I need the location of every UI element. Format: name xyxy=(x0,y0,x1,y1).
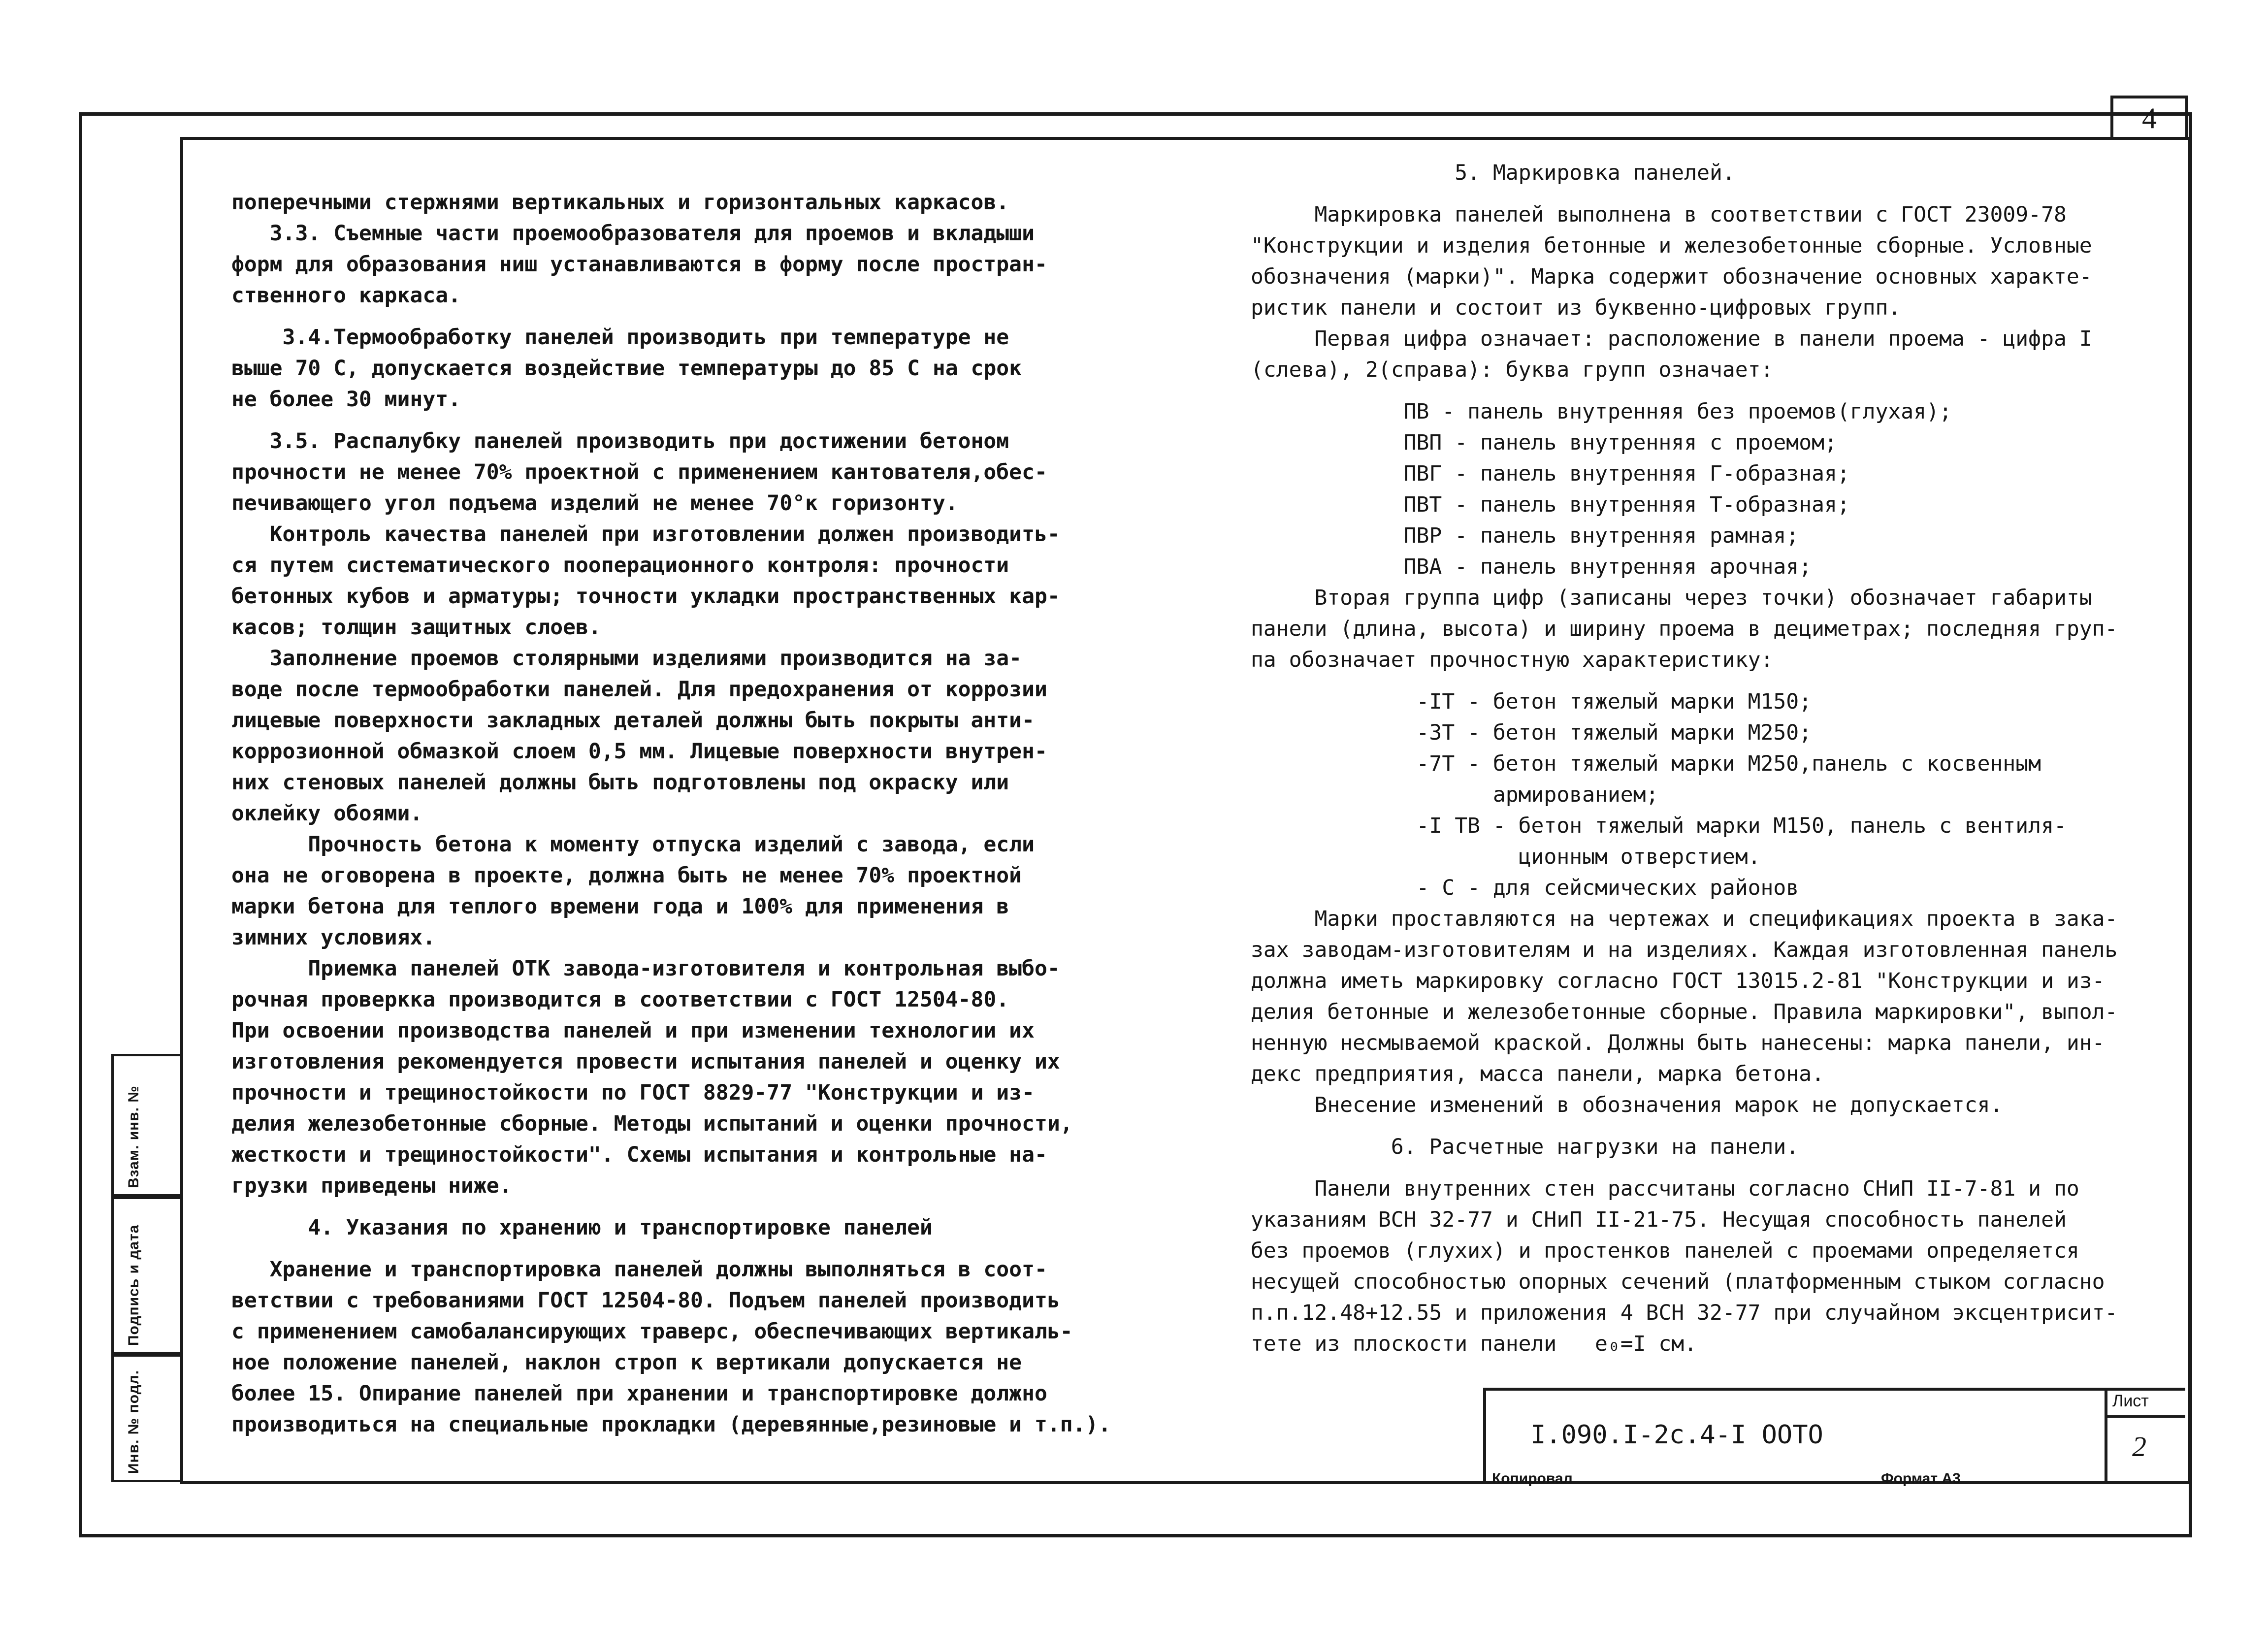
left-column-line: делия железобетонные сборные. Методы испытаний и оценки прочности, xyxy=(231,1111,1073,1136)
left-column-line: Приемка панелей ОТК завода-изготовителя и контрольная выбо- xyxy=(231,956,1060,981)
right-column-line: ПВР - панель внутренняя рамная; xyxy=(1251,523,1799,548)
left-text-column xyxy=(231,187,1111,1440)
left-column-line: 3.5. Распалубку панелей производить при достижении бетоном xyxy=(231,429,1009,454)
right-column-line: 6. Расчетные нагрузки на панели. xyxy=(1251,1135,1799,1159)
replaces-cell xyxy=(111,1054,180,1197)
left-column-line: прочности не менее 70% проектной с применением кантователя,обес- xyxy=(231,460,1047,485)
title-block xyxy=(1483,1388,2185,1482)
right-column-line: ПВ - панель внутренняя без проемов(глухая); xyxy=(1251,399,1952,424)
left-column-line: производиться на специальные прокладки (деревянные,резиновые и т.п.). xyxy=(231,1412,1111,1437)
right-column-line: ПВТ - панель внутренняя Т-образная; xyxy=(1251,492,1850,517)
left-column-line: ственного каркаса. xyxy=(231,283,461,308)
right-column-line: указаниям ВСН 32-77 и СНиП II-21-75. Несущая способность панелей xyxy=(1251,1207,2067,1232)
document-code: I.090.I-2с.4-I ООТО xyxy=(1530,1420,1823,1450)
right-column-spacer xyxy=(1251,386,2117,396)
right-column-line: 5. Маркировка панелей. xyxy=(1251,161,1735,185)
left-column-line: рочная проверкка производится в соответствии с ГОСТ 12504-80. xyxy=(231,987,1009,1012)
right-column-line: п.п.12.48+12.55 и приложения 4 ВСН 32-77 при случайном эксцентрисит- xyxy=(1251,1301,2118,1325)
right-column-line: (слева), 2(справа): буква групп означает: xyxy=(1251,358,1774,382)
left-column-line: 3.4.Термообработку панелей производить при температуре не xyxy=(231,325,1009,350)
copied-by-label: Копировал xyxy=(1492,1470,1573,1487)
left-column-line: ветствии с требованиями ГОСТ 12504-80. Подъем панелей производить xyxy=(231,1288,1060,1313)
left-column-line: Заполнение проемов столярными изделиями производится на за- xyxy=(231,646,1022,671)
signature-date-label: Подпись и дата xyxy=(126,1224,142,1346)
left-column-line: ное положение панелей, наклон строп к вертикали допускается не xyxy=(231,1350,1022,1375)
left-column-line: она не оговорена в проекте, должна быть не менее 70% проектной xyxy=(231,863,1022,888)
right-column-line: Панели внутренних стен рассчитаны согласно СНиП II-7-81 и по xyxy=(1251,1176,2079,1201)
right-column-line: Маркировка панелей выполнена в соответствии с ГОСТ 23009-78 xyxy=(1251,202,2067,227)
left-column-line: них стеновых панелей должны быть подготовлены под окраску или xyxy=(231,770,1009,795)
right-column-line: Марки проставляются на чертежах и спецификациях проекта в зака- xyxy=(1251,907,2118,931)
left-column-spacer xyxy=(231,415,1111,426)
right-column-line: па обозначает прочностную характеристику: xyxy=(1251,648,1774,672)
right-column-line: зах заводам-изготовителям и на изделиях. Каждая изготовленная панель xyxy=(1251,938,2118,962)
right-column-line: обозначения (марки)". Марка содержит обозначение основных характе- xyxy=(1251,264,2092,289)
sheet-divider xyxy=(2107,1415,2185,1418)
replaces-label: Взам. инв. № xyxy=(126,1085,142,1188)
right-column-line: ристик панели и состоит из буквенно-цифровых групп. xyxy=(1251,295,1901,320)
left-column-line: выше 70 С, допускается воздействие температуры до 85 С на срок xyxy=(231,356,1022,381)
left-column-line: печивающего угол подъема изделий не менее 70°к горизонту. xyxy=(231,491,958,516)
left-column-line: 3.3. Съемные части проемообразователя для проемов и вкладыши xyxy=(231,221,1035,246)
sheet-page-number: 2 xyxy=(2132,1431,2146,1463)
left-column-spacer xyxy=(231,311,1111,322)
right-column-line: армированием; xyxy=(1251,782,1659,807)
left-column-line: оклейку обоями. xyxy=(231,801,423,826)
left-column-line: При освоении производства панелей и при изменении технологии их xyxy=(231,1018,1035,1043)
left-column-line: марки бетона для теплого времени года и 100% для применения в xyxy=(231,894,1009,919)
right-column-line: без проемов (глухих) и простенков панелей с проемами определяется xyxy=(1251,1238,2079,1263)
right-column-line: несущей способностью опорных сечений (платформенным стыком согласно xyxy=(1251,1270,2105,1294)
left-column-line: грузки приведены ниже. xyxy=(231,1173,512,1198)
format-label: Формат А3 xyxy=(1881,1470,1961,1487)
left-column-spacer xyxy=(231,1243,1111,1254)
right-column-line: ционным отверстием. xyxy=(1251,845,1761,869)
left-column-line: форм для образования ниш устанавливаются в форму после простран- xyxy=(231,252,1047,277)
right-column-line: декс предприятия, масса панели, марка бетона. xyxy=(1251,1062,1824,1086)
right-column-line: должна иметь маркировку согласно ГОСТ 13015.2-81 "Конструкции и из- xyxy=(1251,969,2105,993)
right-column-line: -I ТВ - бетон тяжелый марки М150, панель с вентиля- xyxy=(1251,814,2067,838)
left-column-line: ся путем систематического пооперационного контроля: прочности xyxy=(231,553,1009,578)
left-column-line: коррозионной обмазкой слоем 0,5 мм. Лицевые поверхности внутрен- xyxy=(231,739,1047,764)
inventory-label: Инв. № подл. xyxy=(126,1369,142,1474)
left-column-line: Хранение и транспортировка панелей должны выполняться в соот- xyxy=(231,1257,1047,1282)
right-text-column xyxy=(1251,158,2117,1360)
left-column-line: бетонных кубов и арматуры; точности укладки пространственных кар- xyxy=(231,584,1060,609)
right-column-line: тете из плоскости панели e₀=I см. xyxy=(1251,1332,1697,1356)
left-column-line: более 15. Опирание панелей при хранении и транспортировке должно xyxy=(231,1381,1047,1406)
right-column-spacer xyxy=(1251,676,2117,686)
left-column-line: жесткости и трещиностойкости". Схемы испытания и контрольные на- xyxy=(231,1142,1047,1167)
sheet-cell xyxy=(2105,1391,2185,1482)
right-column-spacer xyxy=(1251,1163,2117,1173)
right-column-line: ненную несмываемой краской. Должны быть нанесены: марка панели, ин- xyxy=(1251,1031,2105,1055)
sheet-label: Лист xyxy=(2112,1392,2149,1410)
right-column-line: Первая цифра означает: расположение в панели проема - цифра I xyxy=(1251,326,2092,351)
left-column-line: зимних условиях. xyxy=(231,925,436,950)
signature-date-cell xyxy=(111,1197,180,1354)
left-column-line: лицевые поверхности закладных деталей должны быть покрыты анти- xyxy=(231,708,1035,733)
right-column-line: Вторая группа цифр (записаны через точки) обозначает габариты xyxy=(1251,586,2092,610)
left-column-line: поперечными стержнями вертикальных и горизонтальных каркасов. xyxy=(231,190,1009,215)
left-column-spacer xyxy=(231,1202,1111,1212)
right-column-line: панели (длина, высота) и ширину проема в дециметрах; последняя груп- xyxy=(1251,617,2118,641)
right-column-line: Внесение изменений в обозначения марок не допускается. xyxy=(1251,1093,2003,1117)
left-column-line: с применением самобалансирующих траверс, обеспечивающих вертикаль- xyxy=(231,1319,1073,1344)
inventory-cell xyxy=(111,1354,180,1482)
left-column-line: 4. Указания по хранению и транспортировке панелей xyxy=(231,1215,933,1240)
left-column-line: касов; толщин защитных слоев. xyxy=(231,615,601,640)
right-column-spacer xyxy=(1251,189,2117,199)
right-column-line: "Конструкции и изделия бетонные и железобетонные сборные. Условные xyxy=(1251,233,2092,258)
left-column-line: воде после термообработки панелей. Для предохранения от коррозии xyxy=(231,677,1047,702)
right-column-line: -IT - бетон тяжелый марки М150; xyxy=(1251,689,1812,714)
right-column-line: -3T - бетон тяжелый марки М250; xyxy=(1251,720,1812,745)
left-column-line: Прочность бетона к моменту отпуска изделий с завода, если xyxy=(231,832,1035,857)
left-column-line: не более 30 минут. xyxy=(231,387,461,412)
left-column-line: Контроль качества панелей при изготовлении должен производить- xyxy=(231,522,1060,547)
side-stamp xyxy=(111,1054,180,1482)
right-column-line: ПВП - панель внутренняя с проемом; xyxy=(1251,430,1837,455)
right-column-line: -7T - бетон тяжелый марки М250,панель с косвенным xyxy=(1251,751,2041,776)
right-column-line: ПВА - панель внутренняя арочная; xyxy=(1251,554,1812,579)
right-column-spacer xyxy=(1251,1121,2117,1132)
left-column-line: изготовления рекомендуется провести испытания панелей и оценку их xyxy=(231,1049,1060,1074)
left-column-line: прочности и трещиностойкости по ГОСТ 8829-77 "Конструкции и из- xyxy=(231,1080,1035,1105)
right-column-line: делия бетонные и железобетонные сборные. Правила маркировки", выпол- xyxy=(1251,1000,2118,1024)
right-column-line: - С - для сейсмических районов xyxy=(1251,876,1799,900)
right-column-line: ПВГ - панель внутренняя Г-образная; xyxy=(1251,461,1850,486)
sheet-corner-number: 4 xyxy=(2110,96,2188,138)
